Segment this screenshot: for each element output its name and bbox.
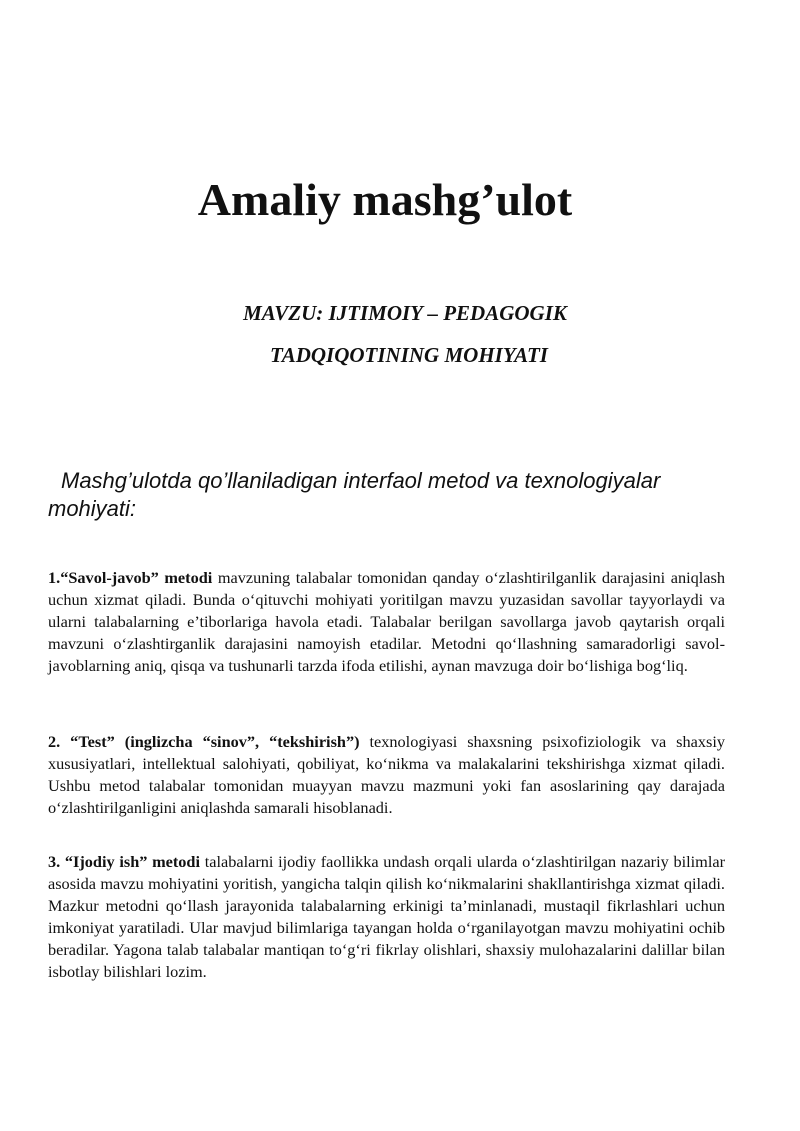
method-paragraph-3: [48, 851, 725, 983]
topic-line-2: TADQIQOTINING MOHIYATI: [270, 343, 548, 367]
intro-heading: Mashg’ulotda qo’llaniladigan interfaol metod va texnologiyalar mohiyati:: [48, 468, 661, 521]
page-title: Amaliy mashg’ulot: [197, 174, 573, 225]
method-heading-1: 1.“Savol-javob” metodi: [48, 568, 213, 587]
method-text-2: texnologiyasi shaxsning psixofiziologik va shaxsiy xususiyatlari, intellektual salohiyati, qobiliyat, ko‘nikma va malakalarini tekshirishga xizmat qiladi. Ushbu metod talabalar tomonidan muayyan mavzu mazmuni yoki fan asoslarining qay darajada o‘zlashtirilganligini aniqlashda samarali hisoblanadi.: [48, 732, 726, 817]
method-text-1: mavzuning talabalar tomonidan qanday o‘zlashtirilganlik darajasini aniqlash uchun xizmat qiladi. Bunda o‘qituvchi mohiyati yoritilgan mavzu yuzasidan savollar tayyorlaydi va ularni talabalarning e’tiborlariga havola etadi. Talabalar berilgan savollarga javob qaytarish orqali mavzuni o‘zlashtirganlik darajasini namoyish etadilar. Metodni qo‘llashning samaradorligi savol-javoblarning aniq, qisqa va tushunarli tarzda ifoda etilishi, aynan mavzuga doir bo‘lishiga bog‘liq.: [48, 568, 725, 675]
method-text-3: talabalarni ijodiy faollikka undash orqali ularda o‘zlashtirilgan nazariy bilimlar asosida mavzu mohiyatini yoritish, yangicha talqin qilish ko‘nikmalarini shakllantirishga xizmat qiladi. Mazkur metodni qo‘llash jarayonida talabalarning erkinigi ta’minlanadi, mustaqil fikrlashlari uchun imkoniyat yaratiladi. Ular mavjud bilimlariga tayangan holda o‘rganilayotgan mavzu mohiyatini ochib beradilar. Yagona talab talabalar mantiqan to‘g‘ri fikrlay olishlari, shaxsiy mulohazalarini dalillar bilan isbotlay bilishlari lozim.: [48, 852, 726, 981]
method-heading-2: 2. “Test” (inglizcha “sinov”, “tekshirish”): [48, 732, 360, 751]
method-heading-3: 3. “Ijodiy ish” metodi: [48, 852, 201, 871]
method-paragraph-2: [48, 731, 725, 819]
topic-line-1: MAVZU: IJTIMOIY – PEDAGOGIK: [243, 301, 567, 325]
method-paragraph-1: [48, 567, 725, 677]
